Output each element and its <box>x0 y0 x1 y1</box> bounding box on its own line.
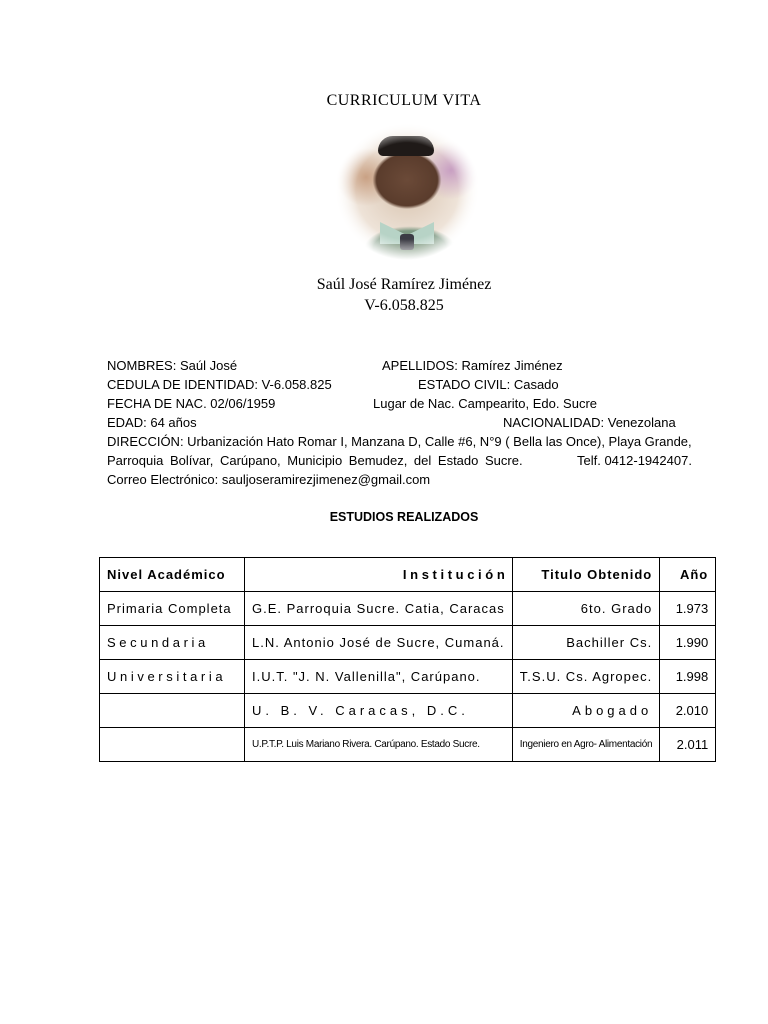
table-row <box>100 592 716 626</box>
cell-titulo: Bachiller Cs. <box>512 626 659 660</box>
document-title: CURRICULUM VITA <box>326 92 482 109</box>
cell-nivel: U n i v e r s i t a r i a <box>100 660 245 694</box>
info-nacionalidad: NACIONALIDAD: Venezolana <box>503 415 676 430</box>
table-row <box>100 694 716 728</box>
info-lugar-nac: Lugar de Nac. Campearito, Edo. Sucre <box>373 396 598 411</box>
cell-titulo: Ingeniero en Agro- Alimentación <box>512 728 659 762</box>
cell-ano: 2.010 <box>660 694 716 728</box>
cell-institucion: L.N. Antonio José de Sucre, Cumaná. <box>245 626 513 660</box>
cell-titulo: 6to. Grado <box>512 592 659 626</box>
info-cedula: CEDULA DE IDENTIDAD: V-6.058.825 <box>107 377 332 392</box>
info-nombres: NOMBRES: Saúl José <box>107 358 238 373</box>
cell-institucion: U.P.T.P. Luis Mariano Rivera. Carúpano. Estado Sucre. <box>245 728 513 762</box>
cell-titulo: Abogado <box>512 694 659 728</box>
info-correo: Correo Electrónico: sauljoseramirezjimenez@gmail.com <box>107 472 431 487</box>
full-name: Saúl José Ramírez Jiménez <box>316 276 492 293</box>
info-edad: EDAD: 64 años <box>107 415 197 430</box>
studies-table <box>99 557 716 762</box>
cell-nivel <box>100 694 245 728</box>
info-direccion-line2: Parroquia Bolívar, Carúpano, Municipio Bemudez, del Estado Sucre. <box>107 453 523 468</box>
cell-institucion: U. B. V. Caracas, D.C. <box>245 694 513 728</box>
info-direccion-line1: DIRECCIÓN: Urbanización Hato Romar I, Manzana D, Calle #6, N°9 ( Bella las Once), Playa Grande, <box>107 434 692 449</box>
cell-ano: 1.990 <box>660 626 716 660</box>
table-row <box>100 660 716 694</box>
info-apellidos: APELLIDOS: Ramírez Jiménez <box>382 358 563 373</box>
header-ano: Año <box>660 558 716 592</box>
table-row <box>100 626 716 660</box>
info-telefono: Telf. 0412-1942407. <box>577 453 692 468</box>
cell-ano: 2.011 <box>660 728 716 762</box>
section-title-studies: ESTUDIOS REALIZADOS <box>329 510 479 524</box>
id-number: V-6.058.825 <box>364 297 444 314</box>
cell-nivel: S e c u n d a r i a <box>100 626 245 660</box>
cell-ano: 1.998 <box>660 660 716 694</box>
info-fecha-nac: FECHA DE NAC. 02/06/1959 <box>107 396 276 411</box>
cell-institucion: I.U.T. "J. N. Vallenilla", Carúpano. <box>245 660 513 694</box>
table-header-row <box>100 558 716 592</box>
header-institucion: I n s t i t u c i ó n <box>245 558 513 592</box>
info-estado-civil: ESTADO CIVIL: Casado <box>418 377 559 392</box>
cell-institucion: G.E. Parroquia Sucre. Catia, Caracas <box>245 592 513 626</box>
table-row <box>100 728 716 762</box>
profile-photo <box>334 122 480 260</box>
header-titulo: Titulo Obtenido <box>512 558 659 592</box>
cell-nivel: Primaria Completa <box>100 592 245 626</box>
cell-nivel <box>100 728 245 762</box>
header-nivel: Nivel Académico <box>100 558 245 592</box>
cell-titulo: T.S.U. Cs. Agropec. <box>512 660 659 694</box>
cell-ano: 1.973 <box>660 592 716 626</box>
